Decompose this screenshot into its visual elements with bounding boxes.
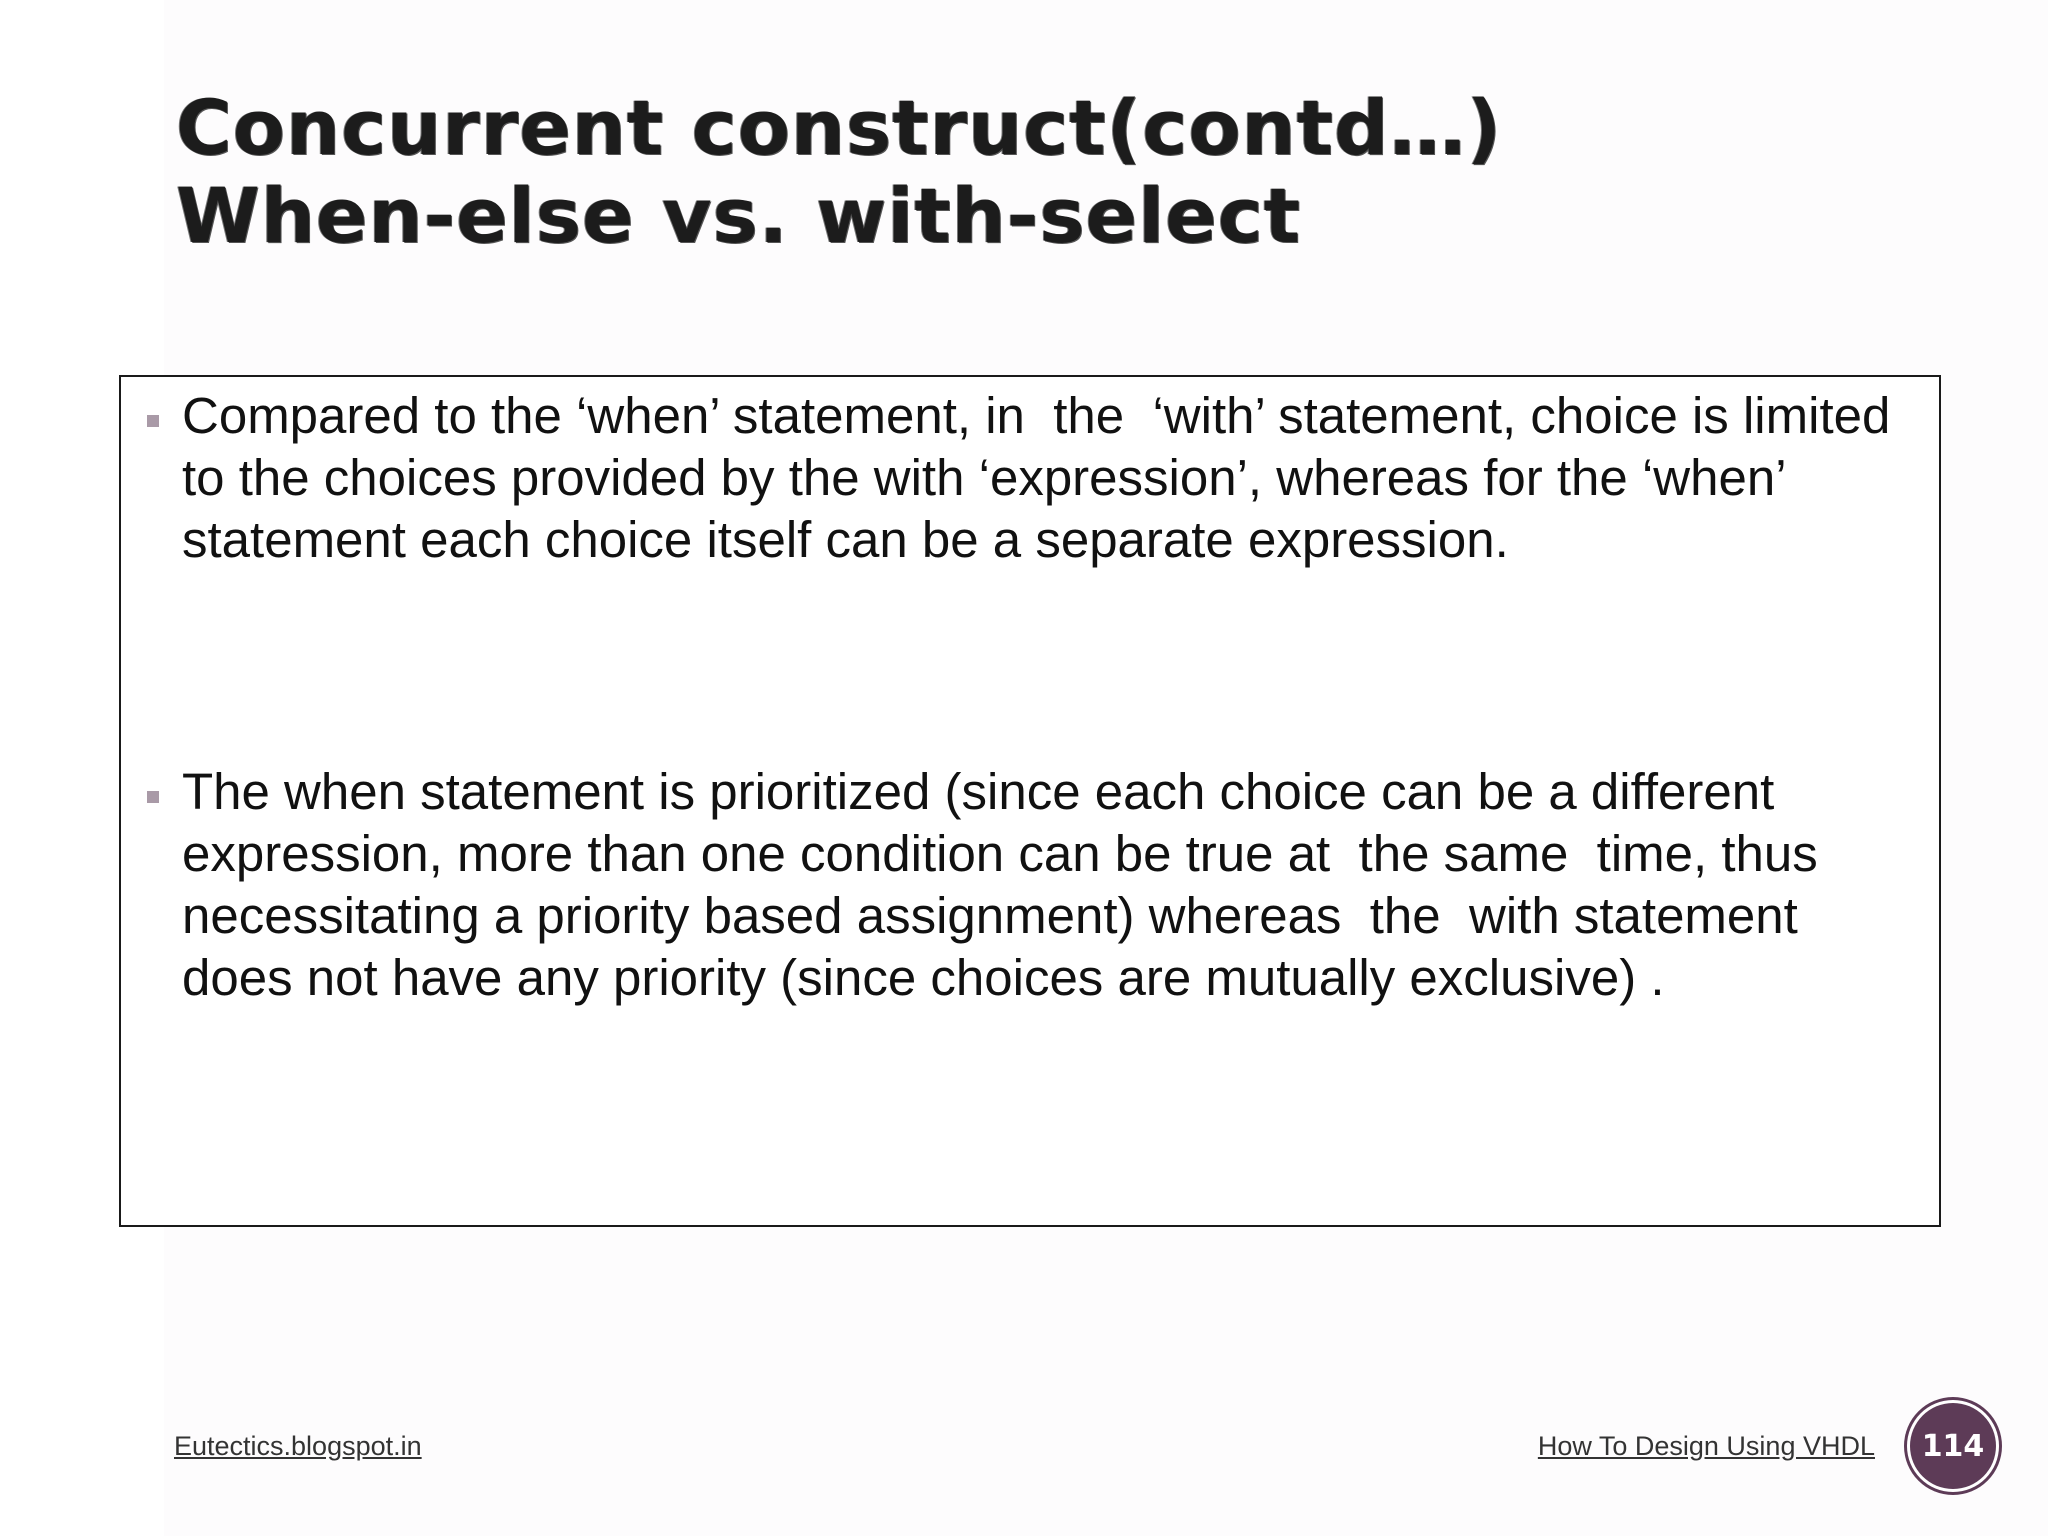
footer-presentation-title-link[interactable]: How To Design Using VHDL: [1537, 1431, 1875, 1461]
page-number: 114: [1921, 1428, 1985, 1464]
footer-website-link[interactable]: Eutectics.blogspot.in: [174, 1431, 422, 1461]
square-bullet-icon: [147, 415, 159, 427]
slide-title: [176, 84, 1876, 260]
page-number-badge: [1910, 1403, 1996, 1489]
title-line-2: When-else vs. with-select: [176, 171, 1302, 260]
bullet-text: The when statement is prioritized (since each choice can be a different expression, more than one condition can be true at the same time, thus necessitating a priority based assignment) whereas the with statement does not have any priority (since choices are mutually exclusive) .: [182, 763, 1847, 1006]
bullet-text: Compared to the ‘when’ statement, in the ‘with’ statement, choice is limited to the choices provided by the with ‘expression’, whereas for the ‘when’ statement each choice itself can be a separate expression.: [182, 387, 1905, 568]
square-bullet-icon: [147, 791, 159, 803]
content-box: [119, 375, 1941, 1227]
title-line-1: Concurrent construct(contd…): [176, 83, 1503, 172]
